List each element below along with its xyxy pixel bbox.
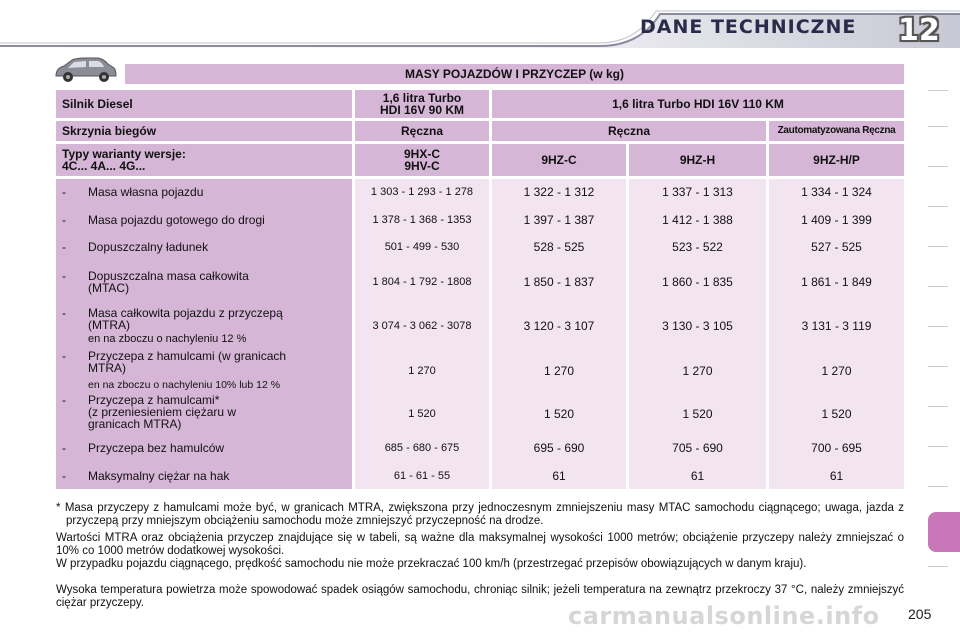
side-divider	[928, 126, 948, 127]
engine-col-2-text: 1,6 litra Turbo HDI 16V 110 KM	[612, 97, 784, 111]
row-value: 523 - 522	[672, 240, 723, 254]
row-value: 1 270	[408, 365, 436, 377]
row-value: 3 120 - 3 107	[523, 319, 595, 333]
row-value: 1 861 - 1 849	[801, 275, 872, 289]
gearbox-label	[56, 121, 352, 141]
row-value: 3 131 - 3 119	[801, 319, 872, 333]
paragraph-altitude: Wartości MTRA oraz obciążenia przyczep znajdujące się w tabeli, są ważne dla maksymalnej wysokości 1000 metrów; obciążenie przyczepy należy zmniejszać o 10% co 1000 metrów dodatkowej wysokości.	[56, 532, 904, 557]
engine-col-1-text: 1,6 litra Turbo HDI 16V 90 KM	[379, 91, 465, 117]
gearbox-label-text: Skrzynia biegów	[62, 124, 157, 138]
row-value: 1 337 - 1 313	[662, 185, 733, 199]
type-col-1-text: 9HX-C 9HV-C	[403, 147, 440, 173]
row-label-text: Dopuszczalna masa całkowita (MTAC)	[88, 269, 249, 295]
row-value: 685 - 680 - 675	[384, 442, 460, 454]
row-label-text: Maksymalny ciężar na hak	[88, 469, 230, 483]
types-label	[56, 144, 352, 176]
row-value: 61	[690, 469, 705, 483]
row-value: 1 270	[821, 364, 852, 378]
row-value: 501 - 499 - 530	[384, 241, 460, 253]
engine-label-text: Silnik Diesel	[62, 97, 133, 111]
side-divider	[928, 406, 948, 407]
row-label-text: Masa pojazdu gotowego do drogi	[88, 213, 265, 227]
gearbox-col-3	[769, 121, 904, 141]
row-value: 1 804 - 1 792 - 1808	[372, 276, 472, 288]
row-label-text: Masa własna pojazdu	[88, 185, 204, 199]
row-value: 1 334 - 1 324	[801, 185, 872, 199]
side-divider	[928, 90, 948, 91]
row-label-text: Dopuszczalny ładunek	[88, 240, 209, 254]
row-value: 61 - 61 - 55	[393, 470, 451, 482]
type-col-1	[355, 144, 489, 176]
row-value: 527 - 525	[811, 240, 862, 254]
row-label-text: Masa całkowita pojazdu z przyczepą (MTRA)	[88, 306, 283, 332]
row-value: 700 - 695	[811, 441, 862, 455]
row-value: 1 322 - 1 312	[523, 185, 595, 199]
chapter-number: 12	[898, 13, 940, 48]
row-dash: -	[62, 240, 66, 254]
side-divider	[928, 566, 948, 567]
row-dash: -	[62, 469, 66, 483]
row-value: 3 130 - 3 105	[662, 319, 733, 333]
type-col-4-text: 9HZ-H/P	[813, 153, 860, 167]
gearbox-col-1	[355, 121, 489, 141]
row-value: 1 397 - 1 387	[523, 213, 595, 227]
side-divider	[928, 286, 948, 287]
row-label-text: Przyczepa z hamulcami (w granicach MTRA)	[88, 349, 287, 375]
table-caption: MASY POJAZDÓW I PRZYCZEP (w kg)	[125, 64, 904, 84]
page-title: DANE TECHNICZNE	[640, 16, 857, 38]
engine-col-2	[492, 90, 904, 118]
row-dash: -	[62, 349, 66, 363]
gearbox-col-2	[492, 121, 766, 141]
row-value: 1 520	[682, 407, 713, 421]
engine-col-1	[355, 90, 489, 118]
table-note-2: en na zboczu o nachyleniu 10% lub 12 %	[88, 379, 281, 391]
row-value: 528 - 525	[533, 240, 585, 254]
type-col-3-text: 9HZ-H	[679, 153, 716, 167]
row-dash: -	[62, 185, 66, 199]
row-value: 3 074 - 3 062 - 3078	[372, 320, 472, 332]
gearbox-col-2-text: Ręczna	[607, 124, 651, 138]
row-value: 695 - 690	[533, 441, 585, 455]
page-number: 205	[908, 606, 932, 622]
row-value: 61	[552, 469, 566, 483]
type-col-2-text: 9HZ-C	[541, 153, 577, 167]
row-value: 1 409 - 1 399	[801, 213, 872, 227]
car-icon	[52, 56, 118, 84]
row-label-text: Przyczepa bez hamulców	[88, 441, 225, 455]
row-value: 1 378 - 1 368 - 1353	[372, 214, 472, 226]
side-divider	[928, 166, 948, 167]
row-dash: -	[62, 306, 66, 320]
side-divider	[928, 326, 948, 327]
side-divider	[928, 246, 948, 247]
row-value: 1 850 - 1 837	[523, 275, 595, 289]
row-dash: -	[62, 269, 66, 283]
row-value: 705 - 690	[672, 441, 723, 455]
row-value: 1 270	[543, 364, 575, 378]
row-value: 1 412 - 1 388	[662, 213, 733, 227]
row-value: 1 520	[408, 408, 436, 420]
types-label-text: Typy warianty wersje: 4C... 4A... 4G...	[62, 147, 186, 173]
side-divider	[928, 486, 948, 487]
row-value: 1 520	[821, 407, 852, 421]
row-value: 1 303 - 1 293 - 1 278	[370, 186, 474, 198]
gearbox-col-3-text: Zautomatyzowana Ręczna	[777, 125, 896, 136]
row-value: 1 270	[682, 364, 713, 378]
row-dash: -	[62, 393, 66, 407]
row-dash: -	[62, 441, 66, 455]
type-col-4	[769, 144, 904, 176]
side-divider	[928, 366, 948, 367]
footnote: * Masa przyczepy z hamulcami może być, w granicach MTRA, zwiększona przy jednoczesnym zmniejszeniu masy MTAC samochodu ciągnącego; uwaga, jazda z przyczepą przy mniejszym obciążeniu samochodu może zmniejszyć przyczepność na drodze.	[56, 502, 904, 527]
gearbox-col-1-text: Ręczna	[400, 124, 444, 138]
watermark: carmanualsonline.info	[568, 602, 880, 630]
chapter-side-tab[interactable]	[928, 512, 960, 552]
paragraph-speed: W przypadku pojazdu ciągnącego, prędkość samochodu nie może przekraczać 100 km/h (przestrzegać przepisów obowiązujących w danym kraju).	[56, 558, 807, 570]
engine-label	[56, 90, 352, 118]
row-value: 1 520	[543, 407, 575, 421]
type-col-2	[492, 144, 626, 176]
side-divider	[928, 446, 948, 447]
type-col-3	[629, 144, 766, 176]
row-dash: -	[62, 213, 66, 227]
side-divider	[928, 206, 948, 207]
row-value: 1 860 - 1 835	[662, 275, 733, 289]
paragraph-temperature: Wysoka temperatura powietrza może spowodować spadek osiągów samochodu, chroniąc silnik; jeżeli temperatura na zewnątrz przekroczy 37 °C, należy zmniejszyć ciężar przyczepy.	[56, 584, 904, 609]
table-note-1: en na zboczu o nachyleniu 12 %	[88, 333, 247, 345]
row-label-text: Przyczepa z hamulcami* (z przeniesieniem ciężaru w granicach MTRA)	[88, 393, 237, 431]
row-value: 61	[829, 469, 844, 483]
